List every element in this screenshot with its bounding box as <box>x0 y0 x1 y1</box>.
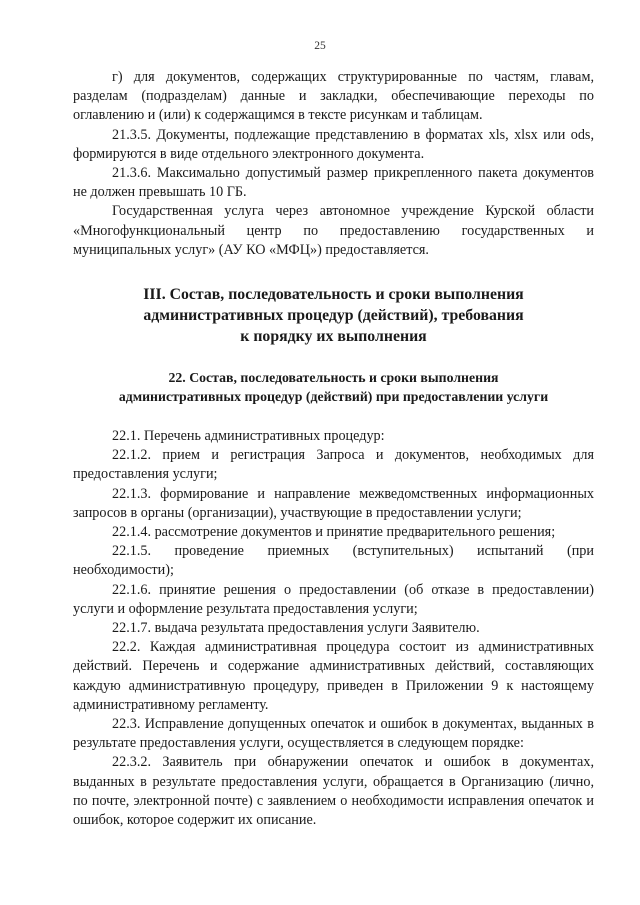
paragraph-22-3: 22.3. Исправление допущенных опечаток и ошибок в документах, выданных в результате предоставления услуги, осуществляется в следующем порядке: <box>73 716 594 752</box>
subsection-heading <box>73 369 594 406</box>
section-heading <box>73 284 594 347</box>
paragraph-22-1-6: 22.1.6. принятие решения о предоставлении (об отказе в предоставлении) услуги и оформление результата предоставления услуги; <box>73 581 594 617</box>
procedures-list <box>73 427 594 830</box>
paragraph-22-1: 22.1. Перечень административных процедур: <box>112 428 385 445</box>
page-number: 25 <box>314 40 326 52</box>
paragraph-mfc: Государственная услуга через автономное учреждение Курской области «Многофункциональный центр по предоставлению государственных и муниципальных услуг» (АУ КО «МФЦ») предоставляется. <box>73 203 594 258</box>
paragraph-22-2: 22.2. Каждая административная процедура состоит из административных действий. Перечень и содержание административных действий, составляющих каждую административную процедуру, приведен в Приложении 9 к настоящему административному регламенту. <box>73 639 594 713</box>
paragraph-21-3-5: 21.3.5. Документы, подлежащие представлению в форматах xls, xlsx или ods, формируются в виде отдельного электронного документа. <box>73 126 594 162</box>
section-heading-line: административных процедур (действий), требования <box>143 307 524 325</box>
paragraph-22-1-3: 22.1.3. формирование и направление межведомственных информационных запросов в органы (организации), участвующие в предоставлении услуги; <box>73 485 594 521</box>
paragraph-structured-docs: г) для документов, содержащих структурированные по частям, главам, разделам (подразделам) данные и закладки, обеспечивающие переходы по оглавлению и (или) к содержащимся в тексте рисункам и таблицам. <box>73 69 594 124</box>
document-body <box>73 68 594 830</box>
paragraph-22-1-7: 22.1.7. выдача результата предоставления услуги Заявителю. <box>112 620 480 637</box>
paragraph-21-3-6: 21.3.6. Максимально допустимый размер прикрепленного пакета документов не должен превышать 10 ГБ. <box>73 165 594 201</box>
section-heading-line: к порядку их выполнения <box>240 328 427 346</box>
subsection-heading-line: административных процедур (действий) при предоставлении услуги <box>118 388 549 404</box>
paragraph-22-1-5: 22.1.5. проведение приемных (вступительных) испытаний (при необходимости); <box>73 543 594 579</box>
paragraph-22-1-2: 22.1.2. прием и регистрация Запроса и документов, необходимых для предоставления услуги; <box>73 447 594 483</box>
paragraph-22-3-2: 22.3.2. Заявитель при обнаружении опечаток и ошибок в документах, выданных в результате предоставления услуги, обращается в Организацию (лично, по почте, электронной почте) с заявлением о необходимости исправления опечаток и ошибок, которое содержит их описание. <box>73 754 594 829</box>
section-heading-line: III. Состав, последовательность и сроки выполнения <box>143 286 524 304</box>
subsection-heading-line: 22. Состав, последовательность и сроки выполнения <box>168 370 499 386</box>
paragraph-22-1-4: 22.1.4. рассмотрение документов и принятие предварительного решения; <box>112 524 556 541</box>
